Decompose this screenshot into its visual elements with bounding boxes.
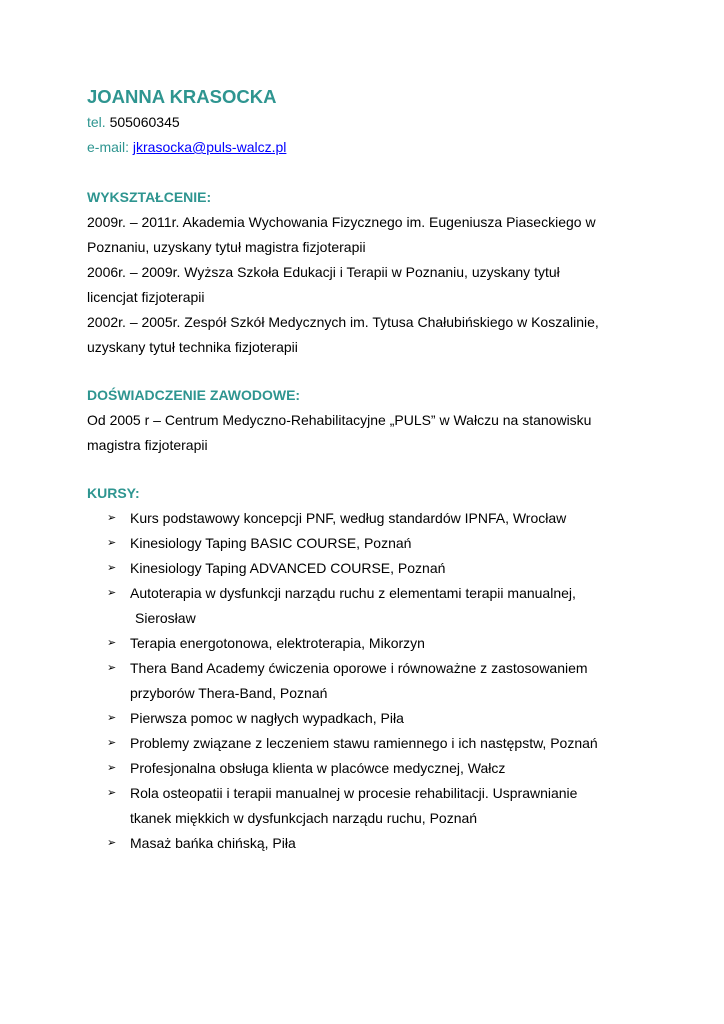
experience-section — [87, 408, 647, 458]
education-line: Poznaniu, uzyskany tytuł magistra fizjoterapii — [87, 239, 366, 255]
list-item — [87, 506, 647, 531]
list-item — [87, 581, 647, 631]
arrow-bullet-icon: ➢ — [107, 662, 117, 674]
arrow-bullet-icon: ➢ — [107, 562, 117, 574]
arrow-bullet-icon: ➢ — [107, 512, 117, 524]
email-line — [87, 135, 647, 160]
arrow-bullet-icon: ➢ — [107, 712, 117, 724]
phone-line — [87, 110, 647, 135]
list-item — [87, 706, 647, 731]
experience-line: magistra fizjoterapii — [87, 437, 208, 453]
email-label: e-mail: — [87, 139, 130, 155]
education-line: 2002r. – 2005r. Zespół Szkół Medycznych im. Tytusa Chałubińskiego w Koszalinie, — [87, 314, 599, 330]
education-section — [87, 210, 647, 360]
courses-heading: KURSY: — [87, 485, 140, 501]
course-line: Pierwsza pomoc w nagłych wypadkach, Piła — [130, 710, 404, 726]
courses-list — [87, 506, 647, 856]
list-item — [87, 781, 647, 831]
arrow-bullet-icon: ➢ — [107, 762, 117, 774]
education-line: uzyskany tytuł technika fizjoterapii — [87, 339, 298, 355]
course-line: Masaż bańka chińską, Piła — [130, 835, 296, 851]
course-line-continued: Sierosław — [135, 610, 196, 626]
cv-document — [87, 84, 647, 856]
course-line: Rola osteopatii i terapii manualnej w procesie rehabilitacji. Usprawnianie — [130, 785, 578, 801]
education-heading: WYKSZTAŁCENIE: — [87, 189, 212, 205]
phone-label: tel. — [87, 114, 106, 130]
email-link[interactable]: jkrasocka@puls-walcz.pl — [132, 139, 287, 155]
course-line: Thera Band Academy ćwiczenia oporowe i równoważne z zastosowaniem — [130, 660, 588, 676]
list-item — [87, 731, 647, 756]
education-line: licencjat fizjoterapii — [87, 289, 205, 305]
arrow-bullet-icon: ➢ — [107, 587, 117, 599]
list-item — [87, 756, 647, 781]
course-line-continued: tkanek miękkich w dysfunkcjach narządu ruchu, Poznań — [130, 810, 478, 826]
arrow-bullet-icon: ➢ — [107, 537, 117, 549]
course-line: Problemy związane z leczeniem stawu ramiennego i ich następstw, Poznań — [130, 735, 598, 751]
list-item — [87, 531, 647, 556]
education-line: 2006r. – 2009r. Wyższa Szkoła Edukacji i Terapii w Poznaniu, uzyskany tytuł — [87, 264, 560, 280]
arrow-bullet-icon: ➢ — [107, 787, 117, 799]
course-line: Kinesiology Taping BASIC COURSE, Poznań — [130, 535, 412, 551]
course-line: Kurs podstawowy koncepcji PNF, według standardów IPNFA, Wrocław — [130, 510, 567, 526]
arrow-bullet-icon: ➢ — [107, 737, 117, 749]
course-line: Kinesiology Taping ADVANCED COURSE, Poznań — [130, 560, 446, 576]
arrow-bullet-icon: ➢ — [107, 837, 117, 849]
course-line: Autoterapia w dysfunkcji narządu ruchu z elementami terapii manualnej, — [130, 585, 576, 601]
course-line: Profesjonalna obsługa klienta w placówce medycznej, Wałcz — [130, 760, 506, 776]
course-line-continued: przyborów Thera-Band, Poznań — [130, 685, 328, 701]
experience-heading: DOŚWIADCZENIE ZAWODOWE: — [87, 387, 301, 403]
list-item — [87, 556, 647, 581]
arrow-bullet-icon: ➢ — [107, 637, 117, 649]
list-item — [87, 656, 647, 706]
experience-line: Od 2005 r – Centrum Medyczno-Rehabilitacyjne „PULS” w Wałczu na stanowisku — [87, 412, 592, 428]
person-name: JOANNA KRASOCKA — [87, 86, 277, 107]
phone-value: 505060345 — [109, 114, 180, 130]
course-line: Terapia energotonowa, elektroterapia, Mikorzyn — [130, 635, 425, 651]
list-item — [87, 631, 647, 656]
list-item — [87, 831, 647, 856]
education-line: 2009r. – 2011r. Akademia Wychowania Fizycznego im. Eugeniusza Piaseckiego w — [87, 214, 596, 230]
